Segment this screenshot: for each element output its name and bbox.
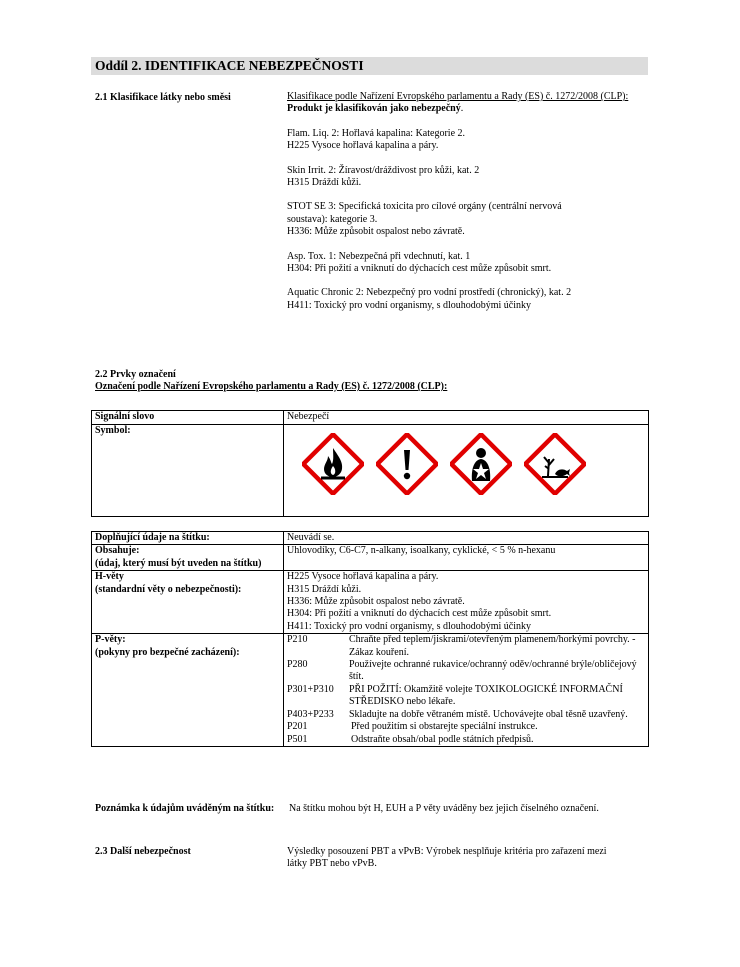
classification-entry: Asp. Tox. 1: Nebezpečná při vdechnutí, kat. 1 H304: Při požití a vniknutí do dýchacích cest může způsobit smrt. [287, 250, 552, 275]
s21-entries [287, 128, 649, 312]
health-hazard-pictogram-icon [450, 433, 512, 495]
extra-info-value: Neuvádí se. [284, 532, 649, 545]
p-statement: P201 Před použitím si obstarejte speciální instrukce. [287, 721, 538, 733]
contains-value: Uhlovodíky, C6-C7, n-alkany, isoalkany, cyklické, < 5 % n-hexanu [284, 545, 649, 571]
classification-entry: Flam. Liq. 2: Hořlavá kapalina: Kategorie 2. H225 Vysoce hořlavá kapalina a páry. [287, 127, 466, 152]
p-statement: P210 Chraňte před teplem/jiskrami/otevřeným plamenem/horkými povrchy. - Zákaz kouření. [287, 634, 636, 658]
h-statement: H225 Vysoce hořlavá kapalina a páry. [287, 571, 439, 583]
s22-regulation-heading: Označení podle Nařízení Evropského parlamentu a Rady (ES) č. 1272/2008 (CLP): [95, 381, 448, 392]
signal-table [91, 410, 649, 517]
symbol-label: Symbol: [92, 425, 284, 517]
h-statement: H315 Dráždí kůži. [287, 583, 362, 595]
label-table [91, 531, 649, 747]
symbol-cell [284, 425, 649, 517]
note-label: Poznámka k údajům uváděným na štítku: [95, 803, 275, 814]
note-value: Na štítku mohou být H, EUH a P věty uváděny bez jejich číselného označení. [289, 803, 599, 814]
environment-pictogram-icon [524, 433, 586, 495]
s23-label: 2.3 Další nebezpečnost [95, 846, 191, 857]
extra-info-label: Doplňující údaje na štítku: [92, 532, 284, 545]
p-statement: P501 Odstraňte obsah/obal podle státních předpisů. [287, 733, 534, 745]
p-statement: P301+P310 PŘI POŽITÍ: Okamžitě volejte TOXIKOLOGICKÉ INFORMAČNÍ STŘEDISKO nebo lékaře. [287, 683, 623, 708]
s21-content: Klasifikace podle Nařízení Evropského parlamentu a Rady (ES) č. 1272/2008 (CLP): Produkt je klasifikován jako nebezpečný. Flam. Liq. 2: Hořlavá kapalina: Kategorie 2. H225 Vysoce hořlavá kapalina a páry. Skin Irrit. 2: Žíravost/dráždivost pro kůži, kat. 2 H315 Dráždí kůži. STOT SE 3: Specifická toxicita pro cílové orgány (centrální nervová soustava): kategorie 3. H336: Může způsobit ospalost nebo závratě. Asp. Tox. 1: Nebezpečná při vdechnutí, kat. 1 H304: Při požití a vniknutí do dýchacích cest může způsobit smrt. Aquatic Chronic 2: Nebezpečný pro vodní prostředí (chronický), kat. 2 H411: Toxický pro vodní organismy, s dlouhodobými účinky [287, 91, 649, 312]
p-statement: P280 Používejte ochranné rukavice/ochranný oděv/ochranné brýle/obličejový štít. [287, 659, 637, 683]
s23-text: Výsledky posouzení PBT a vPvB: Výrobek nesplňuje kritéria pro zařazení mezi látky PBT nebo vPvB. [287, 846, 607, 870]
signal-word-label: Signální slovo [92, 411, 284, 425]
flame-pictogram-icon [302, 433, 364, 495]
classification-entry: Aquatic Chronic 2: Nebezpečný pro vodní prostředí (chronický), kat. 2 H411: Toxický pro vodní organismy, s dlouhodobými účinky [287, 287, 572, 311]
classification-entry: Skin Irrit. 2: Žíravost/dráždivost pro kůži, kat. 2 H315 Dráždí kůži. [287, 164, 480, 189]
contains-label: Obsahuje: (údaj, který musí být uveden na štítku) [92, 545, 284, 571]
section-title: Oddíl 2. IDENTIFIKACE NEBEZPEČNOSTI [91, 57, 648, 75]
s22-label: 2.2 Prvky označení [95, 369, 176, 380]
s21-classified: Produkt je klasifikován jako nebezpečný [287, 103, 461, 115]
h-statements-cell [284, 571, 649, 634]
h-statements-label: H-věty (standardní věty o nebezpečnosti): [92, 571, 284, 634]
signal-word-value: Nebezpečí [284, 411, 649, 425]
h-statement: H304: Při požití a vniknutí do dýchacích cest může způsobit smrt. [287, 608, 552, 620]
p-statements-label: P-věty: (pokyny pro bezpečné zacházení): [92, 634, 284, 747]
exclamation-pictogram-icon [376, 433, 438, 495]
s21-label: 2.1 Klasifikace látky nebo směsi [95, 92, 231, 103]
s21-regulation-heading: Klasifikace podle Nařízení Evropského parlamentu a Rady (ES) č. 1272/2008 (CLP): [287, 91, 629, 102]
p-statements-cell [284, 634, 649, 747]
p-statement: P403+P233 Skladujte na dobře větraném místě. Uchovávejte obal těsně uzavřený. [287, 708, 628, 720]
h-statement: H411: Toxický pro vodní organismy, s dlouhodobými účinky [287, 620, 532, 632]
h-statement: H336: Může způsobit ospalost nebo závratě. [287, 596, 465, 608]
classification-entry: STOT SE 3: Specifická toxicita pro cílové orgány (centrální nervová soustava): kategorie 3. H336: Může způsobit ospalost nebo závratě. [287, 201, 562, 238]
